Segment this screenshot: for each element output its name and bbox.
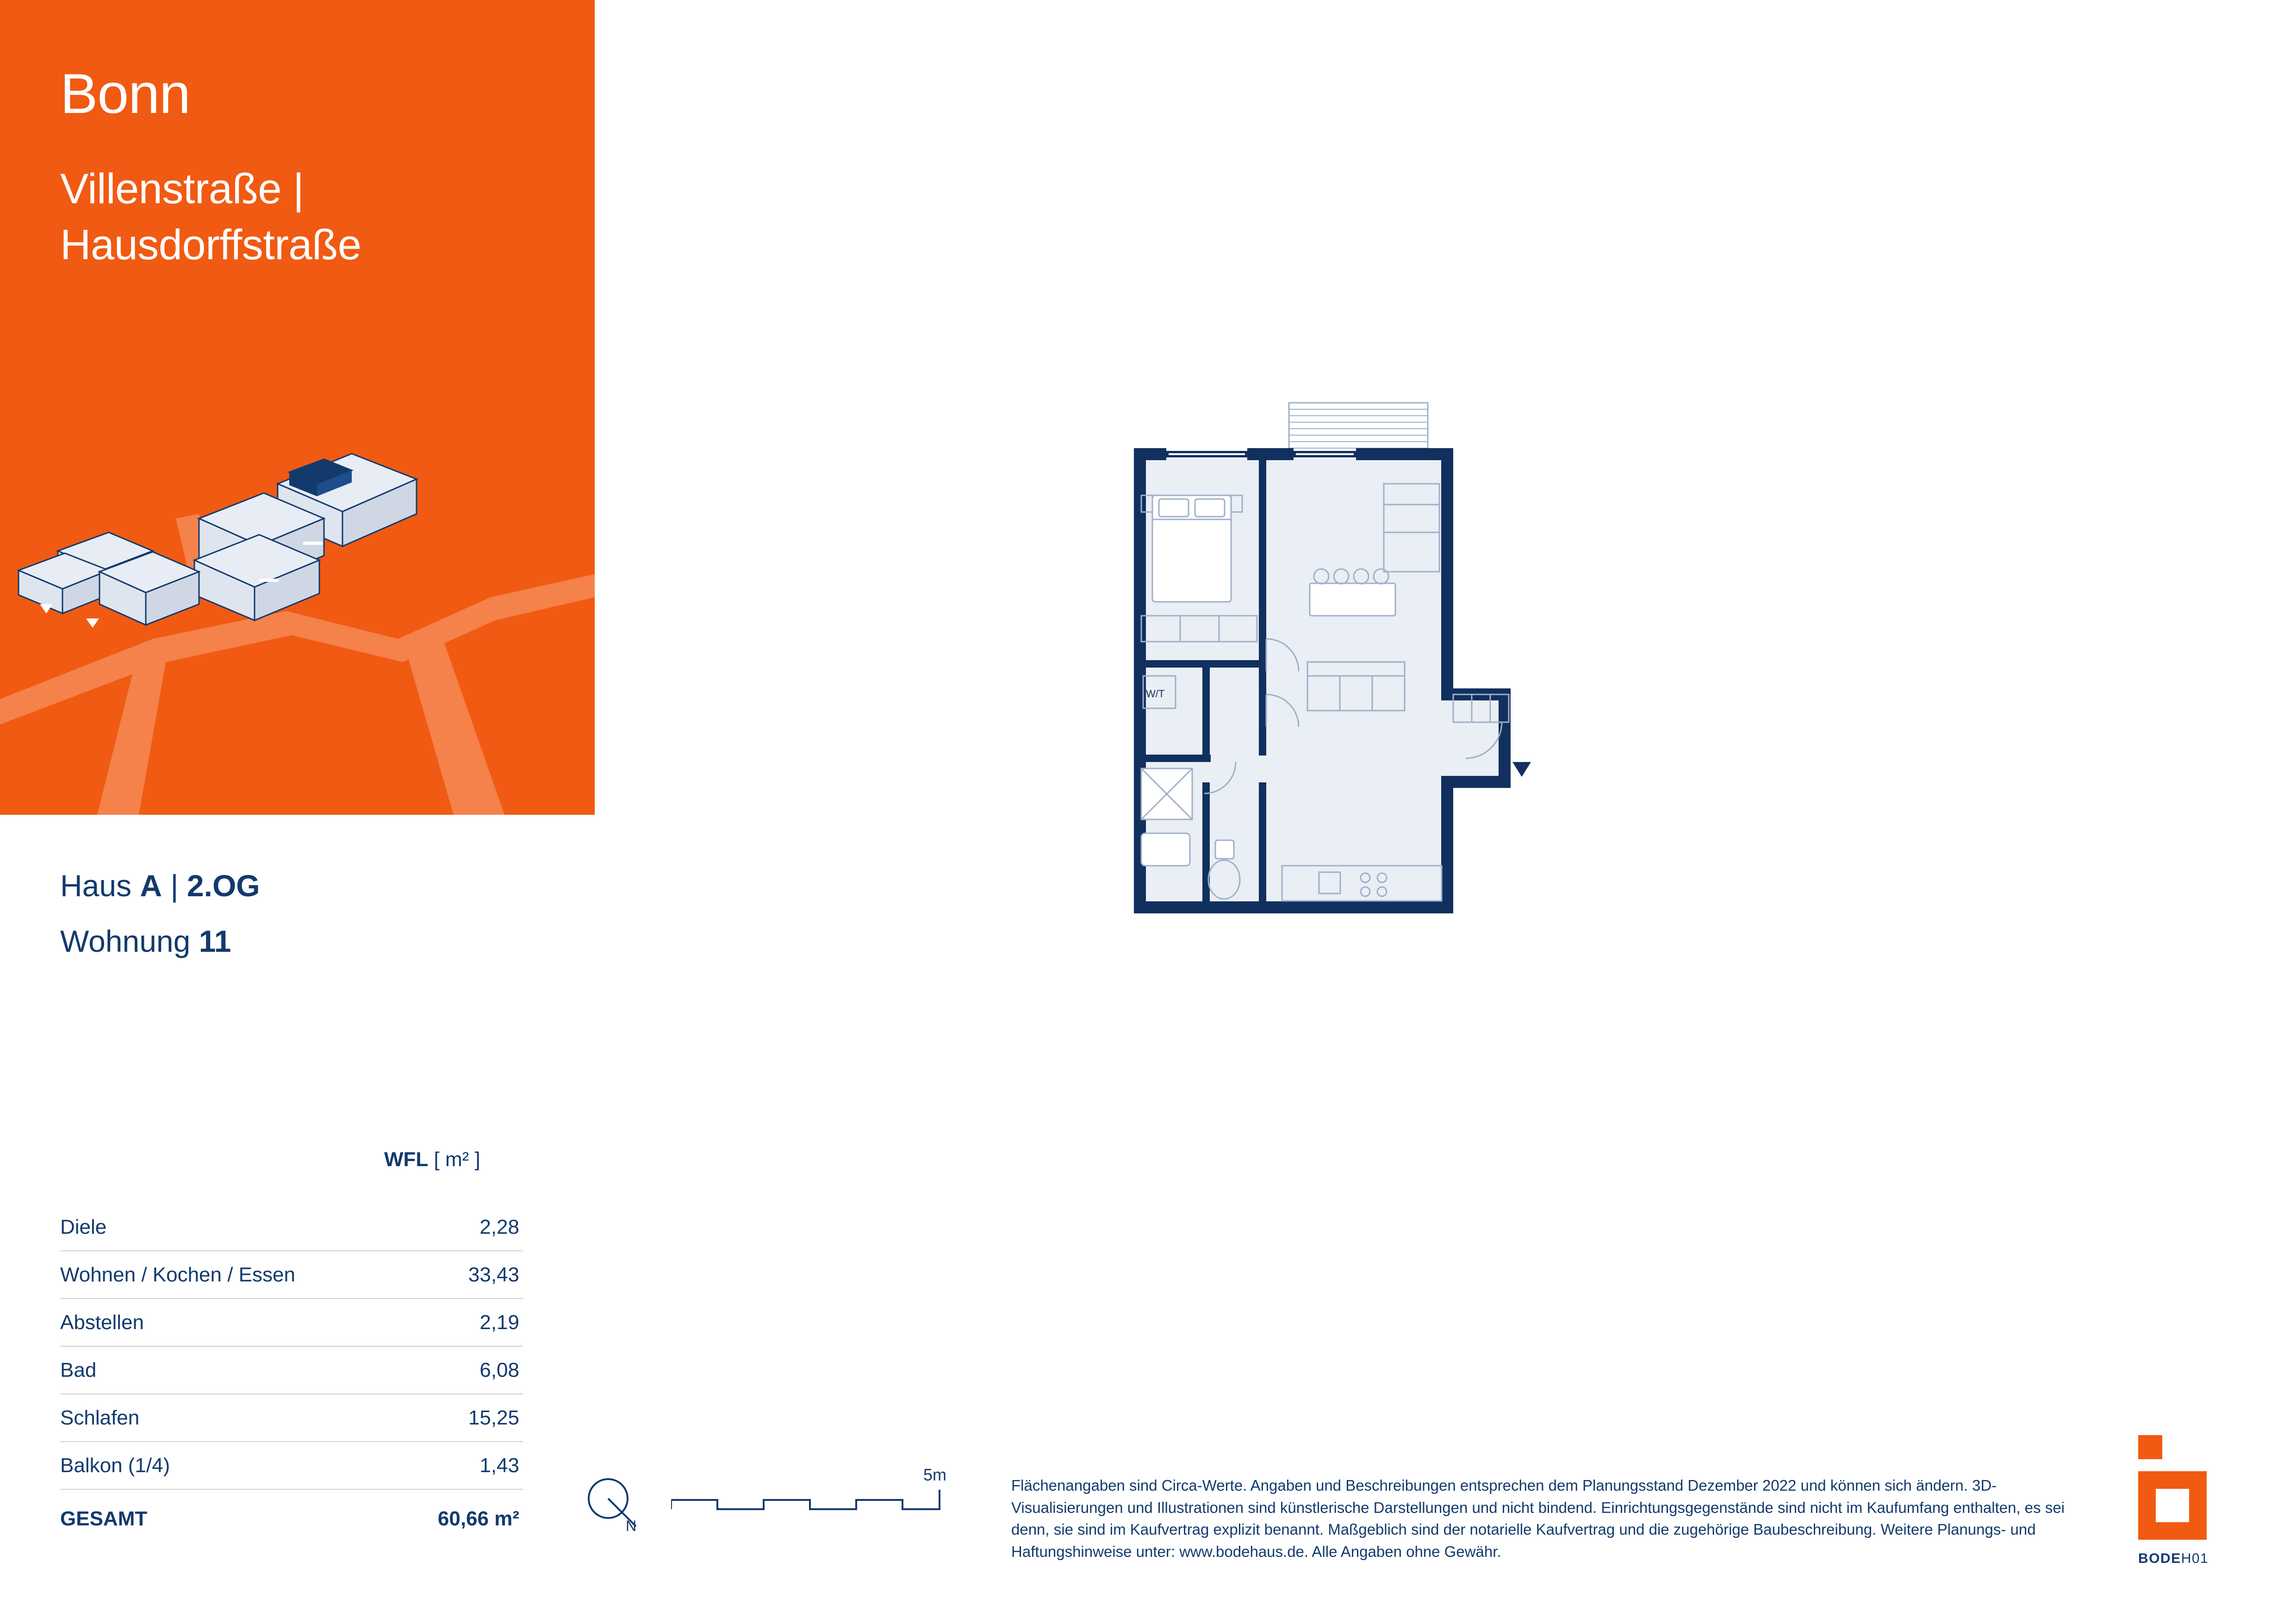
logo: [2138, 1435, 2240, 1574]
haus-prefix: Haus: [60, 868, 140, 903]
table-row: [60, 1204, 523, 1251]
room-name: Diele: [60, 1204, 400, 1251]
wt-label: W/T: [1146, 688, 1165, 700]
table-row: [60, 1346, 523, 1394]
room-name: Bad: [60, 1346, 400, 1394]
haus-separator: |: [162, 868, 187, 903]
floor-value: 2.OG: [187, 868, 260, 903]
table-row: [60, 1394, 523, 1442]
wfl-label: WFL: [384, 1148, 429, 1171]
logo-small-square-icon: [2138, 1435, 2162, 1459]
table-row: [60, 1299, 523, 1346]
apartment-label: [60, 924, 231, 959]
area-table-header: [384, 1148, 480, 1171]
total-area: 60,66 m²: [437, 1507, 519, 1530]
room-area: 6,08: [400, 1346, 523, 1394]
room-name: Schlafen: [60, 1394, 400, 1442]
room-name: Abstellen: [60, 1299, 400, 1346]
room-area: 1,43: [400, 1442, 523, 1489]
logo-inner-square-icon: [2156, 1489, 2189, 1522]
area-table: [60, 1204, 523, 1542]
table-row-total: [60, 1489, 523, 1542]
compass-north-label: N: [626, 1518, 637, 1534]
floor-plan: [1125, 398, 1773, 977]
table-row: [60, 1442, 523, 1489]
room-area: 2,19: [400, 1299, 523, 1346]
logo-text: [2138, 1551, 2209, 1567]
room-area: 15,25: [400, 1394, 523, 1442]
total-label: GESAMT: [60, 1507, 148, 1530]
room-name: Wohnen / Kochen / Essen: [60, 1251, 400, 1299]
project-street-line2: Hausdorffstraße: [60, 221, 361, 269]
scale-bar: [671, 1477, 944, 1530]
room-name: Balkon (1/4): [60, 1442, 400, 1489]
wfl-unit: [ m² ]: [434, 1148, 480, 1171]
logo-text-bold: BODE: [2138, 1551, 2181, 1566]
wohnung-prefix: Wohnung: [60, 924, 199, 958]
room-area: 33,43: [400, 1251, 523, 1299]
hero-panel: [0, 0, 595, 815]
haus-value: A: [140, 868, 162, 903]
page-title: Bonn: [60, 62, 190, 125]
disclaimer-text: Flächenangaben sind Circa-Werte. Angaben und Beschreibungen entsprechen dem Planungsstand Dezember 2022 und können sich ändern. 3D-Visualisierungen und Illustrationen sind künstlerische Darstellungen und nicht bindend. Einrichtungsgegenstände sind nicht im Kaufumfang enthalten, es sei denn, sie sind im Kaufvertrag explizit benannt. Maßgeblich sind der notarielle Kaufvertrag und die zugehörige Baubeschreibung. Weitere Planungs- und Haftungshinweise unter: www.bodehaus.de. Alle Angaben ohne Gewähr.: [1011, 1477, 2065, 1560]
site-plan-illustration: [0, 380, 595, 815]
project-street-line1: Villenstraße |: [60, 165, 304, 212]
entrance-arrow-icon: [1512, 762, 1531, 777]
logo-text-light: H01: [2181, 1551, 2209, 1566]
room-area: 2,28: [400, 1204, 523, 1251]
wohnung-value: 11: [199, 924, 231, 958]
table-row: [60, 1251, 523, 1299]
house-floor-label: [60, 868, 260, 903]
scale-label: 5m: [923, 1465, 947, 1484]
project-street: [60, 161, 361, 274]
